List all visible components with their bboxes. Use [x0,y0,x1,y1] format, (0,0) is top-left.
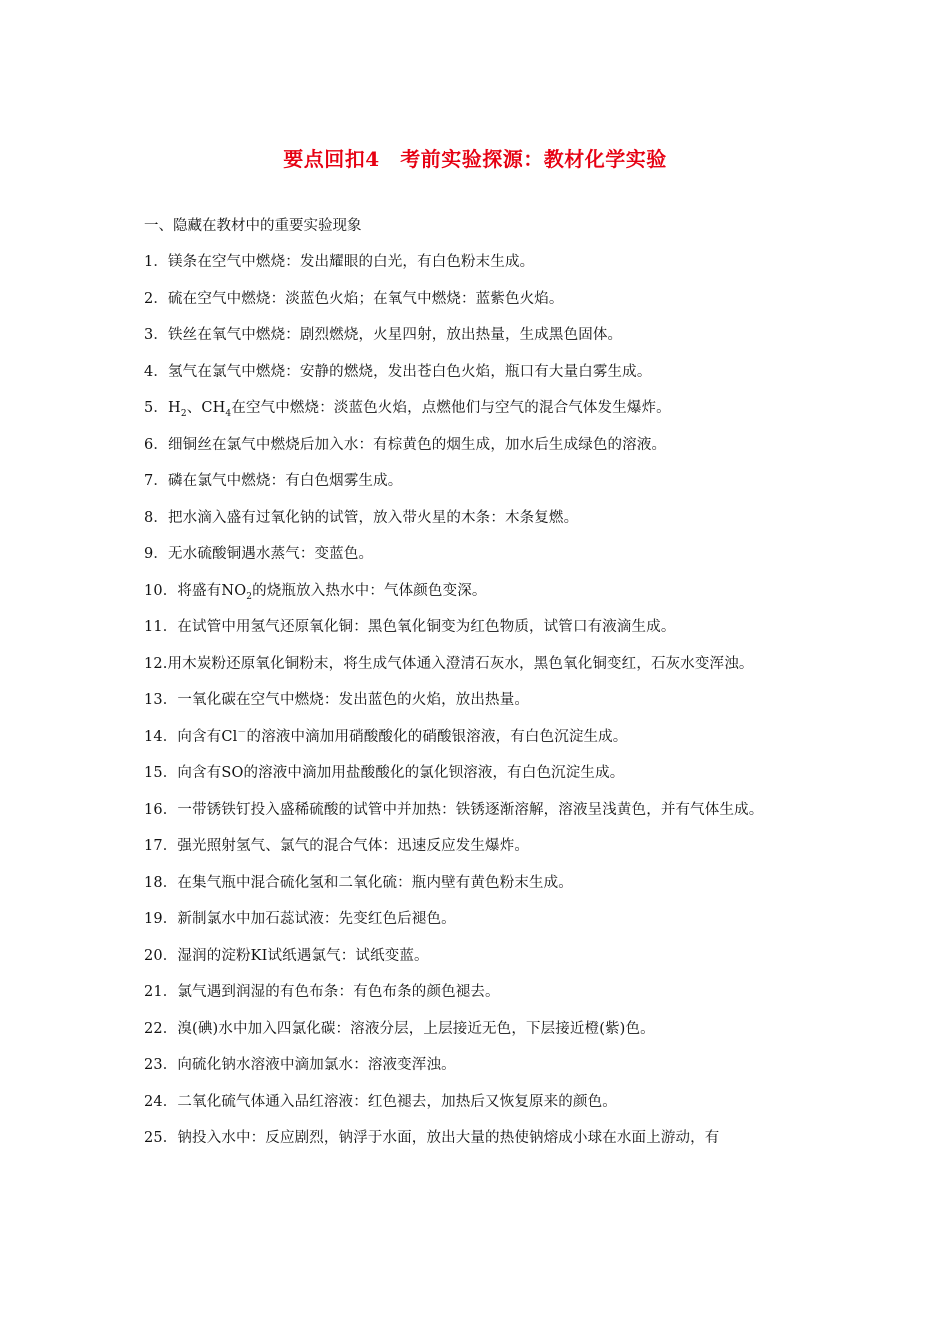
list-item: 20．湿润的淀粉KI试纸遇氯气：试纸变蓝。 [144,947,429,964]
list-item: 19．新制氯水中加石蕊试液：先变红色后褪色。 [144,911,456,927]
list-item: 7．磷在氯气中燃烧：有白色烟雾生成。 [144,473,403,489]
section-heading: 一、隐藏在教材中的重要实验现象 [144,218,362,234]
list-item: 23．向硫化钠水溶液中滴加氯水：溶液变浑浊。 [144,1057,456,1073]
list-item: 9．无水硫酸铜遇水蒸气：变蓝色。 [144,546,374,562]
list-item: 4．氢气在氯气中燃烧：安静的燃烧，发出苍白色火焰，瓶口有大量白雾生成。 [144,363,652,380]
list-item: 3．铁丝在氧气中燃烧：剧烈燃烧，火星四射，放出热量，生成黑色固体。 [144,327,623,343]
list-item: 16．一带锈铁钉投入盛稀硫酸的试管中并加热：铁锈逐渐溶解，溶液呈浅黄色，并有气体生成。 [144,801,764,818]
list-item: 14．向含有Cl－的溶液中滴加用硝酸酸化的硝酸银溶液，有白色沉淀生成。 [144,727,628,745]
list-item: 10．将盛有$NO_2$的烧瓶放入热水中：气体颜色变深。 [144,582,487,602]
list-item: 18．在集气瓶中混合硫化氢和二氧化硫：瓶内壁有黄色粉末生成。 [144,874,573,891]
list-item: 12.用木炭粉还原氧化铜粉末，将生成气体通入澄清石灰水，黑色氧化铜变红，石灰水变浑浊。 [144,655,754,672]
list-item: 21．氯气遇到润湿的有色布条：有色布条的颜色褪去。 [144,984,500,1000]
list-item: 2．硫在空气中燃烧：淡蓝色火焰；在氧气中燃烧：蓝紫色火焰。 [144,290,564,307]
list-item: 5．$H_2$、$CH_4$在空气中燃烧：淡蓝色火焰，点燃他们与空气的混合气体发生爆炸。 [144,400,671,419]
list-item: 17．强光照射氢气、氯气的混合气体：迅速反应发生爆炸。 [144,838,530,854]
list-item: 13．一氧化碳在空气中燃烧：发出蓝色的火焰，放出热量。 [144,692,530,708]
list-item: 6．细铜丝在氯气中燃烧后加入水：有棕黄色的烟生成，加水后生成绿色的溶液。 [144,436,667,453]
list-item: 8．把水滴入盛有过氧化钠的试管，放入带火星的木条：木条复燃。 [144,509,579,526]
list-item: 1．镁条在空气中燃烧：发出耀眼的白光，有白色粉末生成。 [144,254,535,270]
list-item: 24．二氧化硫气体通入品红溶液：红色褪去，加热后又恢复原来的颜色。 [144,1093,617,1110]
list-item: 22．溴(碘)水中加入四氯化碳：溶液分层，上层接近无色，下层接近橙(紫)色。 [144,1020,655,1037]
list-item: 11．在试管中用氢气还原氧化铜：黑色氧化铜变为红色物质，试管口有液滴生成。 [144,619,676,635]
document-body [144,208,812,1157]
list-item: 15．向含有SO的溶液中滴加用盐酸酸化的氯化钡溶液，有白色沉淀生成。 [144,765,625,781]
page-title: 要点回扣4 考前实验探源：教材化学实验 [283,147,667,171]
list-item: 25．钠投入水中：反应剧烈，钠浮于水面，放出大量的热使钠熔成小球在水面上游动，有 [144,1130,720,1146]
